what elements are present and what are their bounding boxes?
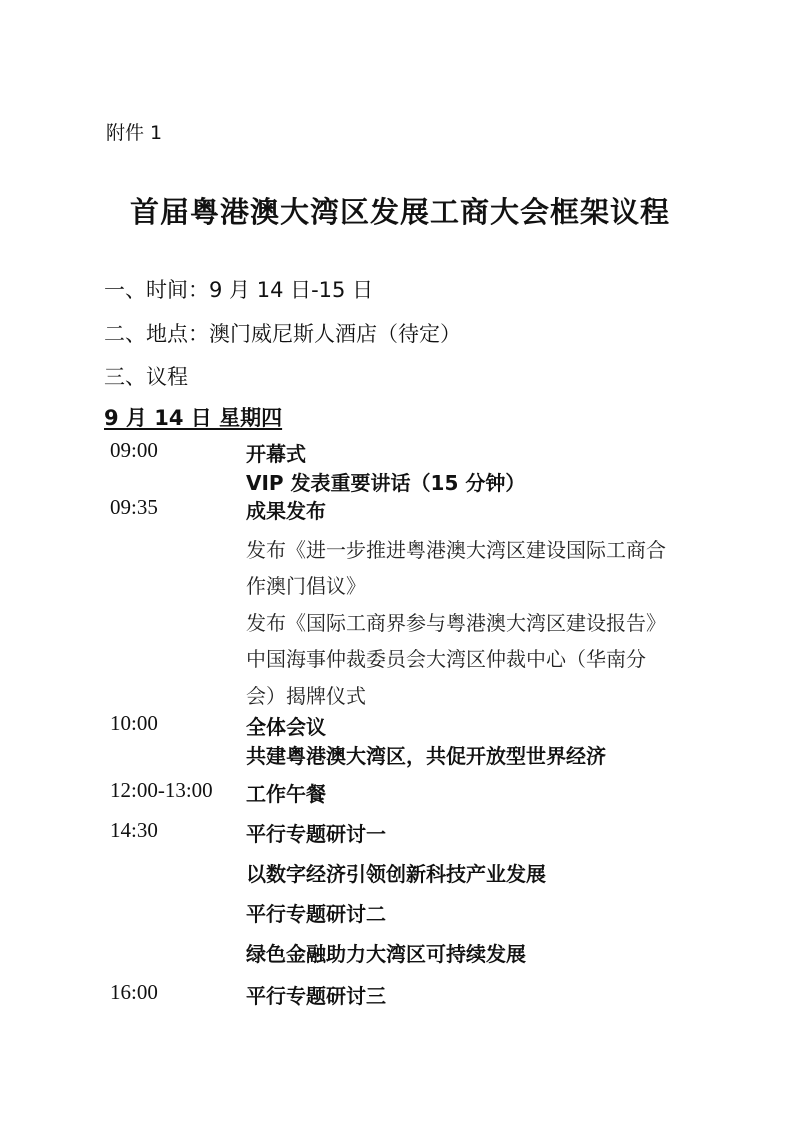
place-line: 二、地点：澳门威尼斯人酒店（待定）	[104, 322, 461, 346]
agenda-item: 平行专题研讨二	[246, 902, 386, 926]
agenda-item: 全体会议	[246, 715, 326, 739]
time-slot: 14:30	[110, 818, 158, 842]
agenda-item: 发布《国际工商界参与粤港澳大湾区建设报告》	[246, 611, 666, 635]
time-slot: 09:00	[110, 438, 158, 462]
agenda-item: 作澳门倡议》	[246, 574, 366, 598]
day-heading: 9 月 14 日 星期四	[104, 406, 283, 430]
agenda-item: 发布《进一步推进粤港澳大湾区建设国际工商合	[246, 538, 666, 562]
time-line: 一、时间：9 月 14 日-15 日	[104, 278, 374, 302]
annex-label: 附件 1	[106, 122, 163, 144]
agenda-item: 共建粤港澳大湾区，共促开放型世界经济	[246, 744, 606, 768]
agenda-item: 绿色金融助力大湾区可持续发展	[246, 942, 526, 966]
agenda-item: 中国海事仲裁委员会大湾区仲裁中心（华南分	[246, 647, 646, 671]
time-slot: 12:00-13:00	[110, 778, 213, 802]
page-title: 首届粤港澳大湾区发展工商大会框架议程	[129, 195, 670, 229]
agenda-line: 三、议程	[104, 365, 188, 389]
agenda-item: 以数字经济引领创新科技产业发展	[246, 862, 546, 886]
time-slot: 10:00	[110, 711, 158, 735]
agenda-item: 开幕式	[246, 442, 306, 466]
agenda-item: VIP 发表重要讲话（15 分钟）	[246, 471, 526, 495]
agenda-item: 成果发布	[246, 499, 326, 523]
agenda-item: 平行专题研讨三	[246, 984, 386, 1008]
agenda-item: 平行专题研讨一	[246, 822, 386, 846]
agenda-item: 会）揭牌仪式	[246, 684, 366, 708]
agenda-item: 工作午餐	[246, 782, 326, 806]
time-slot: 09:35	[110, 495, 158, 519]
time-slot: 16:00	[110, 980, 158, 1004]
